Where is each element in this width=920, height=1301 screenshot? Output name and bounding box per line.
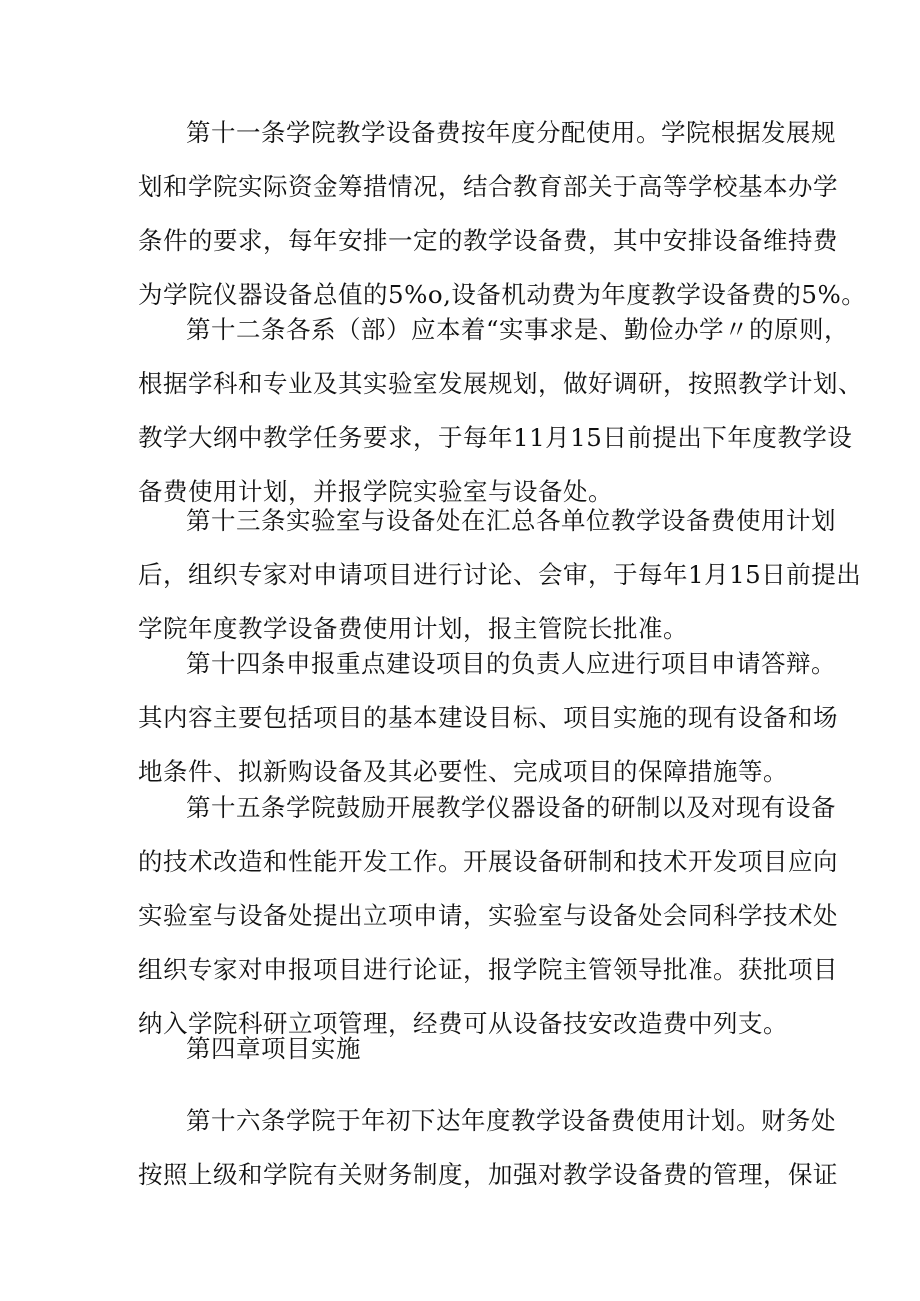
- paragraph-line: 条件的要求，每年安排一定的教学设备费，其中安排设备维持费: [138, 226, 838, 255]
- paragraph-line: 其内容主要包括项目的基本建设目标、项目实施的现有设备和场: [138, 703, 838, 732]
- paragraph-article-12: [138, 303, 863, 519]
- paragraph-line: 划和学院实际资金筹措情况，结合教育部关于高等学校基本办学: [138, 172, 838, 201]
- paragraph-line: 纳入学院科研立项管理，经费可从设备技安改造费中列支。: [138, 1009, 788, 1038]
- paragraph-line: 第十六条学院于年初下达年度教学设备费使用计划。财务处: [186, 1106, 836, 1135]
- paragraph-line: 第十五条学院鼓励开展教学仪器设备的研制以及对现有设备: [186, 793, 836, 822]
- paragraph-article-13: [138, 494, 862, 656]
- paragraph-article-11: [138, 106, 867, 322]
- chapter-heading: [138, 1022, 798, 1076]
- paragraph-line: 根据学科和专业及其实验室发展规划，做好调研，按照教学计划、: [138, 369, 863, 398]
- paragraph-article-16: [138, 1094, 838, 1202]
- paragraph-line: 教学大纲中教学任务要求，于每年11月15日前提出下年度教学设: [138, 423, 853, 452]
- paragraph-article-15: [138, 781, 838, 1051]
- paragraph-line: 为学院仪器设备总值的5%o,设备机动费为年度教学设备费的5%。: [138, 280, 867, 309]
- paragraph-line: 地条件、拟新购设备及其必要性、完成项目的保障措施等。: [138, 757, 788, 786]
- paragraph-line: 实验室与设备处提出立项申请，实验室与设备处会同科学技术处: [138, 901, 838, 930]
- paragraph-line: 后，组织专家对申请项目进行讨论、会审，于每年1月15日前提出: [138, 560, 862, 589]
- paragraph-line: 组织专家对申报项目进行论证，报学院主管领导批准。获批项目: [138, 955, 838, 984]
- paragraph-line: 学院年度教学设备费使用计划，报主管院长批准。: [138, 614, 688, 643]
- paragraph-line: 第十四条申报重点建设项目的负责人应进行项目申请答辩。: [186, 649, 836, 678]
- paragraph-line: 第十二条各系（部）应本着“实事求是、勤俭办学〃的原则，: [186, 315, 850, 344]
- paragraph-line: 备费使用计划，并报学院实验室与设备处。: [138, 477, 613, 506]
- paragraph-line: 的技术改造和性能开发工作。开展设备研制和技术开发项目应向: [138, 847, 838, 876]
- chapter-title: 第四章项目实施: [186, 1034, 361, 1063]
- paragraph-line: 按照上级和学院有关财务制度，加强对教学设备费的管理，保证: [138, 1160, 838, 1189]
- paragraph-line: 第十一条学院教学设备费按年度分配使用。学院根据发展规: [186, 118, 836, 147]
- paragraph-line: 第十三条实验室与设备处在汇总各单位教学设备费使用计划: [186, 506, 836, 535]
- paragraph-article-14: [138, 637, 838, 799]
